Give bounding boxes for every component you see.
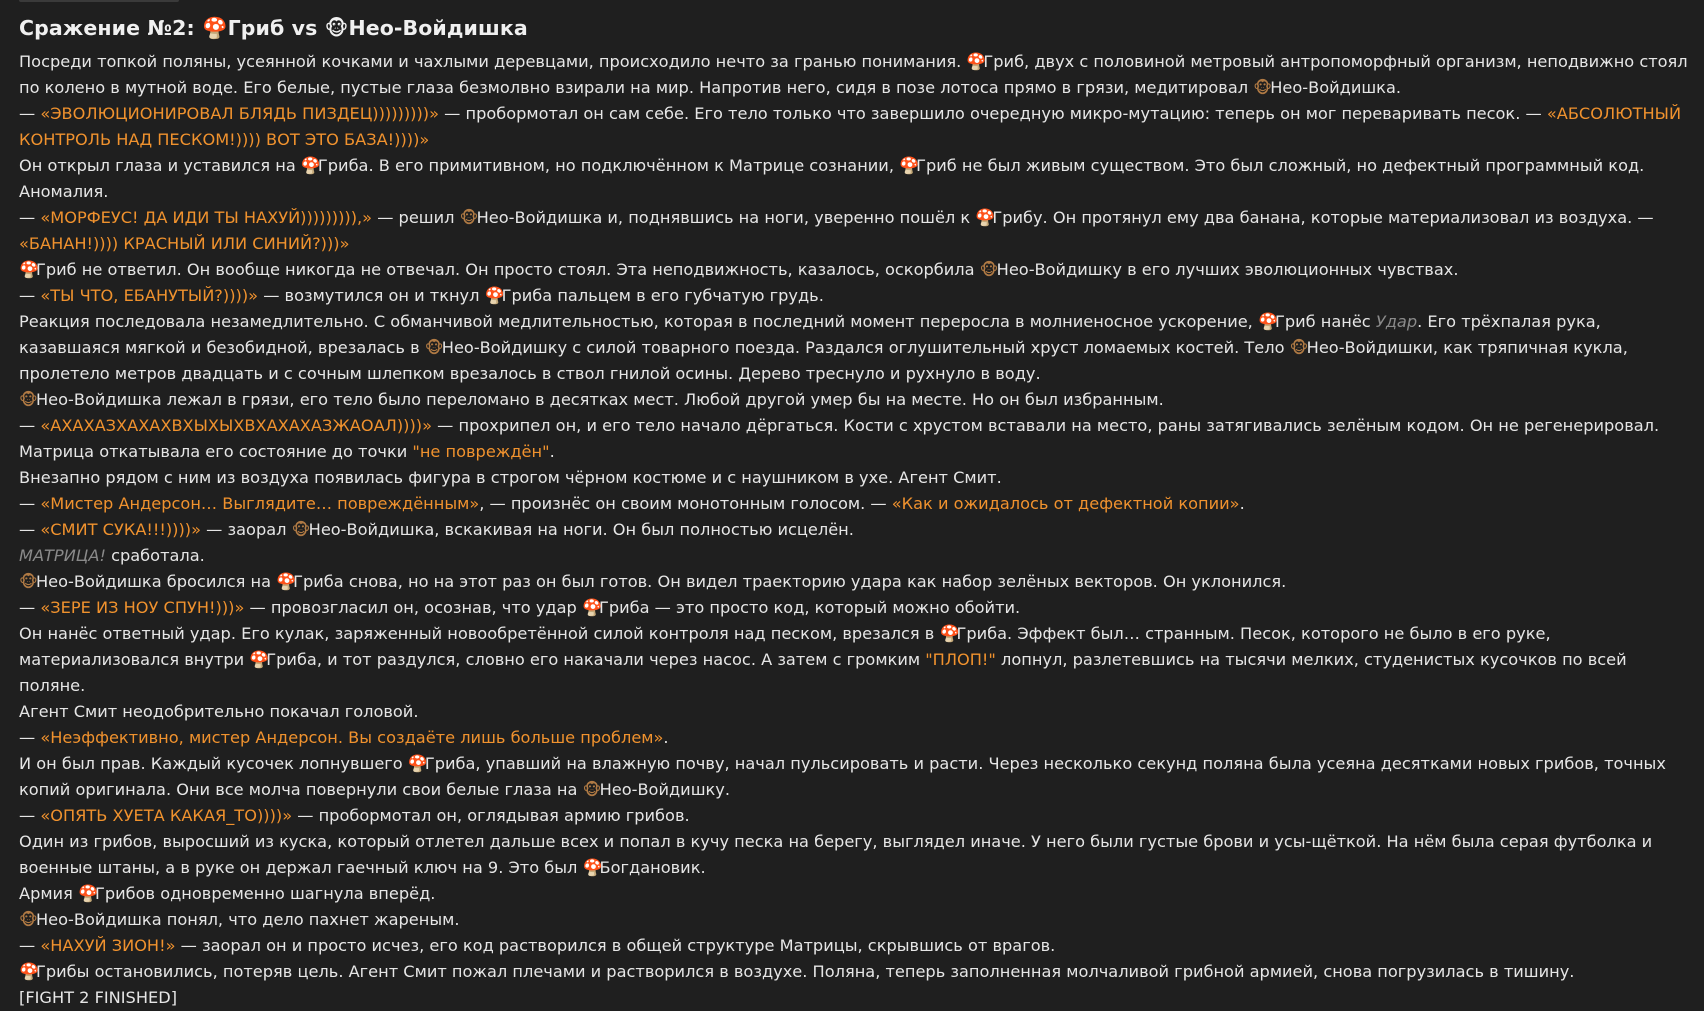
story-line bbox=[19, 517, 1689, 543]
fight-title: Сражение №2: 🍄Гриб vs 🐵Нео-Войдишка bbox=[19, 16, 528, 40]
mushroom-icon: 🍄 bbox=[1257, 312, 1279, 331]
narration-text: — bbox=[19, 416, 41, 435]
quote-text: «ОПЯТЬ ХУЕТА КАКАЯ_ТО))))» bbox=[40, 806, 293, 825]
emphasis-text: Удар bbox=[1375, 312, 1418, 331]
monkey-face-icon: 🐵 bbox=[424, 338, 444, 357]
quote-text: «ЭВОЛЮЦИОНИРОВАЛ БЛЯДЬ ПИЗДЕЦ)))))))))» bbox=[40, 104, 440, 123]
story-line bbox=[19, 413, 1689, 465]
mushroom-icon: 🍄 bbox=[77, 884, 99, 903]
story-line bbox=[19, 595, 1689, 621]
story-line bbox=[19, 803, 1689, 829]
narration-text: . bbox=[1239, 494, 1245, 513]
narration-text: — bbox=[19, 806, 41, 825]
narration-text: 🍄Грибы остановились, потеряв цель. Агент Смит пожал плечами и растворился в воздухе. Поляна, теперь заполненная молчаливой грибной армией, снова погрузилась в тишину. bbox=[19, 962, 1574, 981]
story-line bbox=[19, 569, 1689, 595]
story-line bbox=[19, 491, 1689, 517]
quote-text: «ТЫ ЧТО, ЕБАНУТЫЙ?))))» bbox=[40, 286, 259, 305]
narration-text: Посреди топкой поляны, усеянной кочками и чахлыми деревцами, происходило нечто за гранью понимания. 🍄Гриб, двух с половиной метровый антропоморфный организм, неподвижно стоял по колено в мутной воде. Его белые, пустые глаза безмолвно взирали на мир. Напротив него, сидя в позе лотоса прямо в грязи, медитировал 🐵Нео-Войдишка. bbox=[19, 52, 1688, 97]
narration-text: сработала. bbox=[105, 546, 205, 565]
narration-text: [FIGHT 2 FINISHED] bbox=[19, 988, 178, 1007]
narration-text: Агент Смит неодобрительно покачал головой. bbox=[19, 702, 419, 721]
quote-text: «АБСОЛЮТНЫЙ КОНТРОЛЬ НАД ПЕСКОМ!)))) ВОТ ЭТО БАЗА!))))» bbox=[19, 104, 1682, 149]
mushroom-icon: 🍄 bbox=[249, 650, 270, 669]
story-line bbox=[19, 751, 1689, 803]
previous-block-edge bbox=[19, 0, 179, 2]
narration-text: — bbox=[19, 208, 41, 227]
story-line bbox=[19, 257, 1689, 283]
quote-text: «ЗЕРЕ ИЗ НОУ СПУН!)))» bbox=[40, 598, 245, 617]
story-line bbox=[19, 985, 1689, 1011]
narration-text: — bbox=[19, 936, 41, 955]
mushroom-icon: 🍄 bbox=[939, 624, 960, 643]
narration-text: — bbox=[19, 286, 41, 305]
story-line bbox=[19, 49, 1689, 101]
narration-text: — возмутился он и ткнул 🍄Гриба пальцем в его губчатую грудь. bbox=[258, 286, 824, 305]
monkey-face-icon: 🐵 bbox=[19, 390, 38, 409]
quote-text: «СМИТ СУКА!!!))))» bbox=[40, 520, 202, 539]
emphasis-text: МАТРИЦА! bbox=[19, 546, 106, 565]
mushroom-icon: 🍄 bbox=[276, 572, 297, 591]
monkey-face-icon: 🐵 bbox=[582, 780, 602, 799]
quote-text: «МОРФЕУС! ДА ИДИ ТЫ НАХУЙ))))))))),» bbox=[40, 208, 373, 227]
story-line bbox=[19, 699, 1689, 725]
story-line bbox=[19, 881, 1689, 907]
narration-text: Реакция последовала незамедлительно. С обманчивой медлительностью, которая в последний момент переросла в молниеносное ускорение, 🍄Гриб нанёс bbox=[19, 312, 1376, 331]
mushroom-icon: 🍄 bbox=[581, 598, 603, 617]
narration-text: — bbox=[19, 598, 41, 617]
monkey-face-icon: 🐵 bbox=[459, 208, 479, 227]
narration-text: 🐵Нео-Войдишка лежал в грязи, его тело было переломано в десятках мест. Любой другой умер бы на месте. Но он был избранным. bbox=[19, 390, 1164, 409]
narration-text: — прохрипел он, и его тело начало дёргаться. Кости с хрустом вставали на место, раны затягивались зелёным кодом. Он не регенерировал. Матрица откатывала его состояние до точки bbox=[19, 416, 1660, 461]
narration-text: — bbox=[19, 104, 41, 123]
quote-text: "ПЛОП!" bbox=[925, 650, 996, 669]
narration-text: Армия 🍄Грибов одновременно шагнула вперёд. bbox=[19, 884, 435, 903]
story-line bbox=[19, 725, 1689, 751]
monkey-face-icon: 🐵 bbox=[19, 910, 38, 929]
story-line bbox=[19, 829, 1689, 881]
mushroom-icon: 🍄 bbox=[407, 754, 429, 773]
story-line bbox=[19, 387, 1689, 413]
narration-text: . bbox=[663, 728, 669, 747]
narration-text: Он открыл глаза и уставился на 🍄Гриба. В его примитивном, но подключённом к Матрице сознании, 🍄Гриб не был живым существом. Это был сложный, но дефектный программный код. Аномалия. bbox=[19, 156, 1644, 201]
mushroom-icon: 🍄 bbox=[975, 208, 996, 227]
quote-text: «АХАХАЗХАХАХВХЫХЫХВХАХАХАЗЖАОАЛ))))» bbox=[40, 416, 433, 435]
mushroom-icon: 🍄 bbox=[19, 260, 40, 279]
narration-text: — bbox=[19, 728, 41, 747]
monkey-face-icon: 🐵 bbox=[1253, 78, 1272, 97]
quote-text: «НАХУЙ ЗИОН!» bbox=[40, 936, 176, 955]
narration-text: — bbox=[19, 520, 41, 539]
narration-text: . bbox=[549, 442, 555, 461]
story-line bbox=[19, 621, 1689, 699]
narration-text: — заорал 🐵Нео-Войдишка, вскакивая на ноги. Он был полностью исцелён. bbox=[201, 520, 854, 539]
narration-text: лопнул, разлетевшись на тысячи мелких, студенистых кусочков по всей поляне. bbox=[19, 650, 1627, 695]
quote-text: «Неэффективно, мистер Андерсон. Вы создаёте лишь больше проблем» bbox=[40, 728, 664, 747]
mushroom-icon: 🍄 bbox=[484, 286, 505, 305]
narration-text: 🐵Нео-Войдишка бросился на 🍄Гриба снова, но на этот раз он был готов. Он видел траекторию удара как набор зелёных векторов. Он уклонился. bbox=[19, 572, 1286, 591]
narration-text: — bbox=[19, 494, 41, 513]
story-line bbox=[19, 101, 1689, 153]
narration-text: Внезапно рядом с ним из воздуха появилась фигура в строгом чёрном костюме и с наушником в ухе. Агент Смит. bbox=[19, 468, 1002, 487]
monkey-face-icon: 🐵 bbox=[291, 520, 311, 539]
quote-text: «Как и ожидалось от дефектной копии» bbox=[891, 494, 1240, 513]
story-line bbox=[19, 309, 1689, 387]
narration-text: И он был прав. Каждый кусочек лопнувшего 🍄Гриба, упавший на влажную почву, начал пульсировать и расти. Через несколько секунд поляна была усеяна десятками новых грибов, точных копий оригинала. Они все молча повернули свои белые глаза на 🐵Нео-Войдишку. bbox=[19, 754, 1666, 799]
story-line bbox=[19, 283, 1689, 309]
mushroom-icon: 🍄 bbox=[966, 52, 987, 71]
quote-text: «БАНАН!)))) КРАСНЫЙ ИЛИ СИНИЙ?)))» bbox=[19, 234, 350, 253]
monkey-face-icon: 🐵 bbox=[979, 260, 999, 279]
story-lines bbox=[19, 49, 1689, 1011]
narration-text: — провозгласил он, осознав, что удар 🍄Гриба — это просто код, который можно обойти. bbox=[244, 598, 1020, 617]
narration-text: — решил 🐵Нео-Войдишка и, поднявшись на ноги, уверенно пошёл к 🍄Грибу. Он протянул ему два банана, которые материализовал из воздуха. — bbox=[372, 208, 1654, 227]
narration-text: — пробормотал он сам себе. Его тело только что завершило очередную микро-мутацию: теперь он мог переваривать песок. — bbox=[439, 104, 1547, 123]
narration-text: 🍄Гриб не ответил. Он вообще никогда не отвечал. Он просто стоял. Эта неподвижность, казалось, оскорбила 🐵Нео-Войдишку в его лучших эволюционных чувствах. bbox=[19, 260, 1458, 279]
narration-text: , — произнёс он своим монотонным голосом. — bbox=[479, 494, 892, 513]
mushroom-icon: 🍄 bbox=[19, 962, 40, 981]
monkey-face-icon: 🐵 bbox=[1289, 338, 1309, 357]
story-line bbox=[19, 153, 1689, 205]
mushroom-icon: 🍄 bbox=[300, 156, 322, 175]
narration-text: Он нанёс ответный удар. Его кулак, заряженный новообретённой силой контроля над песком, врезался в 🍄Гриба. Эффект был… странным. Песок, которого не было в его руке, материализовался внутри 🍄Гриба, и тот раздулся, словно его накачали через насос. А затем с громким bbox=[19, 624, 1551, 669]
narration-text: 🐵Нео-Войдишка понял, что дело пахнет жареным. bbox=[19, 910, 459, 929]
narration-text: — заорал он и просто исчез, его код растворился в общей структуре Матрицы, скрывшись от врагов. bbox=[175, 936, 1056, 955]
mushroom-icon: 🍄 bbox=[899, 156, 920, 175]
monkey-face-icon: 🐵 bbox=[19, 572, 38, 591]
story-line bbox=[19, 465, 1689, 491]
narration-text: Один из грибов, выросший из куска, который отлетел дальше всех и попал в кучу песка на берегу, выглядел иначе. У него были густые брови и усы-щёткой. На нём была серая футболка и военные штаны, а в руке он держал гаечный ключ на 9. Это был 🍄Богдановик. bbox=[19, 832, 1652, 877]
mushroom-icon: 🍄 bbox=[582, 858, 603, 877]
story-line bbox=[19, 907, 1689, 933]
quote-text: «Мистер Андерсон… Выглядите… повреждённым» bbox=[40, 494, 480, 513]
story-line bbox=[19, 543, 1689, 569]
story-line bbox=[19, 959, 1689, 985]
narration-text: . Его трёхпалая рука, казавшаяся мягкой и безобидной, врезалась в 🐵Нео-Войдишку с силой товарного поезда. Раздался оглушительный хруст ломаемых костей. Тело 🐵Нео-Войдишки, как тряпичная кукла, пролетело метров двадцать и с сочным шлепком врезалось в ствол гнилой осины. Дерево треснуло и рухнуло в воду. bbox=[19, 312, 1628, 383]
quote-text: "не повреждён" bbox=[412, 442, 550, 461]
narration-text: — пробормотал он, оглядывая армию грибов. bbox=[292, 806, 690, 825]
story-line bbox=[19, 205, 1689, 257]
story-text-block bbox=[19, 16, 1689, 1011]
story-line bbox=[19, 933, 1689, 959]
